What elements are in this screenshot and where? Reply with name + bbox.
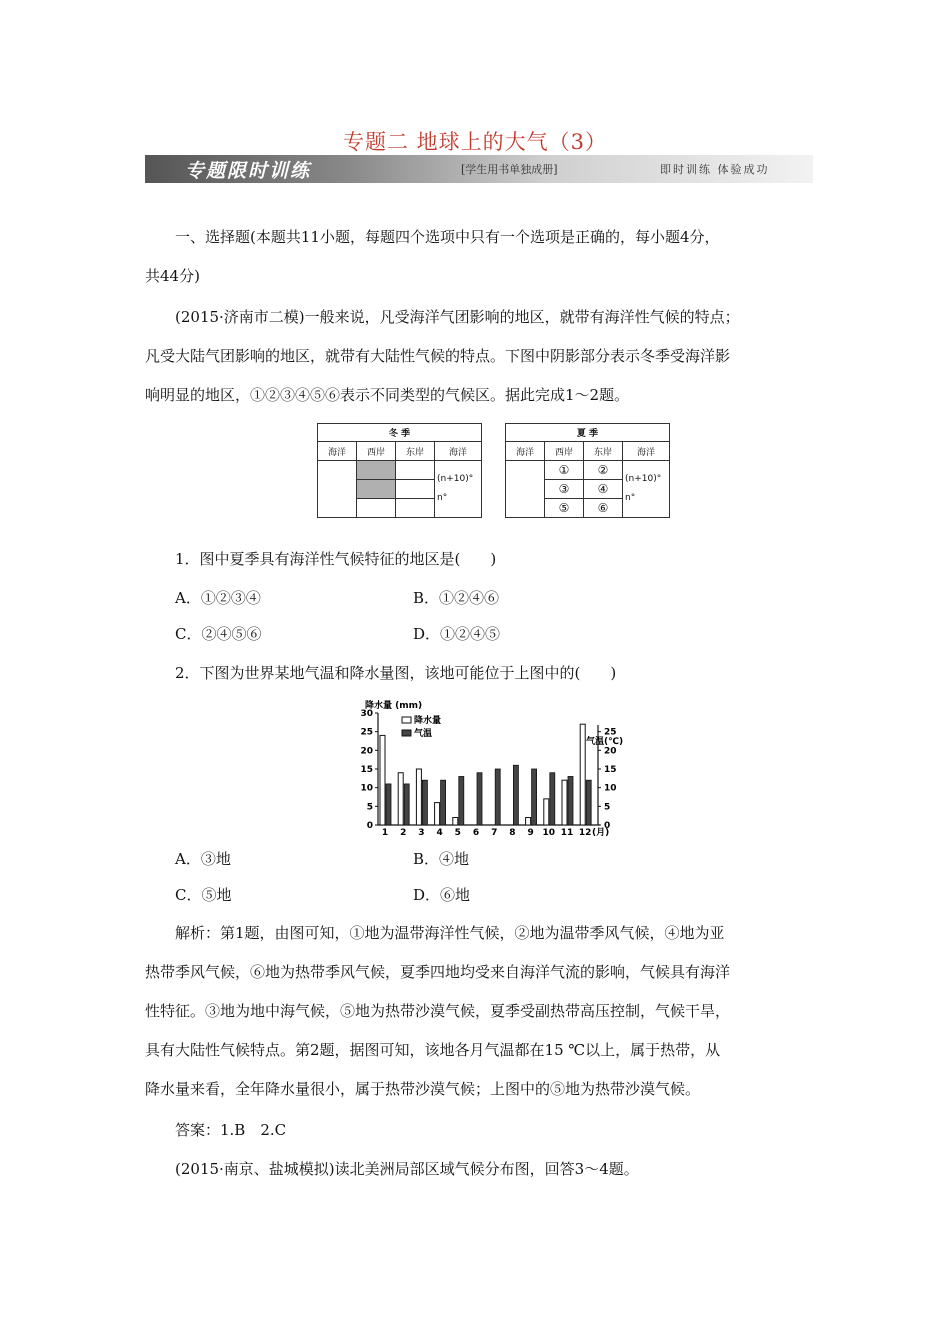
temperature-bar	[568, 776, 573, 825]
question-2-option-a: A．③地	[175, 850, 231, 868]
summer-header-ocean-left: 海洋	[506, 442, 545, 461]
section-heading-line1: 一、选择题(本题共11小题，每题四个选项中只有一个选项是正确的，每小题4分，	[175, 228, 720, 246]
precipitation-bar	[562, 780, 567, 825]
question-2-option-d: D．⑥地	[413, 886, 471, 904]
x-tick-label: 5	[454, 828, 461, 838]
question-2-option-b: B．④地	[413, 850, 470, 868]
temperature-bar	[404, 784, 409, 825]
precipitation-bar	[453, 818, 458, 825]
section-banner	[145, 155, 813, 183]
winter-shaded-cell	[357, 480, 396, 499]
x-tick-label: 2	[400, 828, 407, 838]
right-axis-tick-label: 0	[604, 821, 611, 831]
legend-temp-swatch	[402, 730, 411, 736]
left-axis-tick-label: 15	[360, 765, 373, 775]
right-axis-tick-label: 5	[604, 802, 611, 813]
summer-lat-lower: n°	[625, 493, 636, 503]
climate-chart	[330, 695, 630, 845]
summer-region-4: ④	[584, 480, 623, 499]
right-axis-tick-label: 25	[604, 727, 617, 738]
question-1-option-a: A．①②③④	[175, 589, 261, 607]
winter-east-cell	[396, 499, 435, 518]
right-axis-tick-label: 15	[604, 765, 617, 775]
temperature-bar	[513, 765, 518, 825]
precipitation-bar	[580, 724, 585, 825]
intro-line3: 响明显的地区，①②③④⑤⑥表示不同类型的气候区。据此完成1～2题。	[145, 386, 630, 404]
question-1-option-d: D．①②④⑤	[413, 625, 501, 643]
summer-header-east: 东岸	[584, 442, 623, 461]
winter-climate-table	[317, 423, 482, 518]
analysis-line2: 热带季风气候，⑥地为热带季风气候，夏季四地均受来自海洋气流的影响，气候具有海洋	[145, 963, 731, 981]
summer-region-2: ②	[584, 461, 623, 480]
temperature-bar	[477, 773, 482, 825]
left-axis-tick-label: 20	[360, 746, 373, 757]
right-axis-tick-label: 20	[604, 746, 617, 757]
summer-latitude-labels	[623, 461, 670, 518]
summer-header-west: 西岸	[545, 442, 584, 461]
precipitation-bar	[435, 803, 440, 825]
summer-ocean-left-cell	[506, 461, 545, 518]
winter-header-ocean-right: 海洋	[435, 442, 482, 461]
x-tick-label: 6	[472, 828, 480, 838]
chart-ylabel: 降水量 (mm)	[365, 701, 423, 711]
x-tick-label: 10	[542, 828, 556, 838]
intro-line1: (2015·济南市二模)一般来说，凡受海洋气团影响的地区，就带有海洋性气候的特点；	[175, 308, 740, 326]
intro-line2: 凡受大陆气团影响的地区，就带有大陆性气候的特点。下图中阴影部分表示冬季受海洋影	[145, 347, 731, 365]
legend-temp-label: 气温	[414, 729, 433, 739]
summer-header-ocean-right: 海洋	[623, 442, 670, 461]
temperature-bar	[532, 769, 537, 825]
left-axis-tick-label: 0	[366, 821, 373, 831]
right-axis-tick-label: 10	[604, 783, 617, 794]
precipitation-bar	[398, 773, 403, 825]
summer-region-1: ①	[545, 461, 584, 480]
analysis-line4: 具有大陆性气候特点。第2题，据图可知，该地各月气温都在15 ℃以上，属于热带，从	[145, 1041, 721, 1059]
analysis-line3: 性特征。③地为地中海气候，⑤地为热带沙漠气候，夏季受副热带高压控制，气候干旱，	[145, 1002, 731, 1020]
precipitation-bar	[544, 799, 549, 825]
winter-shaded-cell	[357, 461, 396, 480]
winter-lat-lower: n°	[437, 493, 448, 503]
x-tick-label: 7	[491, 828, 498, 838]
summer-region-6: ⑥	[584, 499, 623, 518]
banner-subtitle: [学生用书单独成册]	[461, 163, 558, 176]
winter-header-west: 西岸	[357, 442, 396, 461]
winter-east-cell	[396, 480, 435, 499]
banner-label: 专题限时训练	[185, 160, 312, 182]
chart-y2label: 气温(℃)	[586, 737, 624, 747]
left-axis-tick-label: 5	[366, 802, 373, 813]
winter-lat-upper: (n+10)°	[437, 474, 474, 484]
analysis-line5: 降水量来看，全年降水量很小，属于热带沙漠气候；上图中的⑤地为热带沙漠气候。	[145, 1080, 701, 1098]
question-2-stem: 2．下图为世界某地气温和降水量图，该地可能位于上图中的( )	[175, 664, 617, 682]
summer-lat-upper: (n+10)°	[625, 474, 662, 484]
left-axis-tick-label: 10	[360, 783, 373, 794]
temperature-bar	[441, 780, 446, 825]
next-question-intro: (2015·南京、盐城模拟)读北美洲局部区域气候分布图，回答3～4题。	[175, 1160, 639, 1178]
winter-ocean-left-cell	[318, 461, 357, 518]
banner-slogan: 即时训练 体验成功	[660, 163, 770, 176]
question-1-option-c: C．②④⑤⑥	[175, 625, 262, 643]
left-axis-tick-label: 30	[360, 709, 373, 719]
section-heading-line2: 共44分)	[145, 267, 200, 285]
x-tick-label: 1	[381, 828, 389, 838]
chart-x-unit: (月)	[592, 828, 610, 838]
answer-line: 答案：1.B 2.C	[175, 1121, 287, 1139]
temperature-bar	[422, 780, 427, 825]
question-1-option-b: B．①②④⑥	[413, 589, 500, 607]
question-2-option-c: C．⑤地	[175, 886, 232, 904]
temperature-bar	[459, 776, 464, 825]
x-tick-label: 12	[578, 828, 592, 838]
precipitation-bar	[526, 818, 531, 825]
precipitation-bar	[416, 769, 421, 825]
temperature-bar	[586, 780, 591, 825]
legend-precip-swatch	[402, 717, 411, 723]
x-tick-label: 4	[436, 828, 443, 838]
winter-title: 冬 季	[318, 424, 482, 442]
question-1-stem: 1．图中夏季具有海洋性气候特征的地区是( )	[175, 550, 497, 568]
winter-east-cell	[396, 461, 435, 480]
x-tick-label: 11	[560, 828, 574, 838]
summer-region-5: ⑤	[545, 499, 584, 518]
x-tick-label: 8	[509, 828, 516, 838]
legend-precip-label: 降水量	[414, 716, 442, 726]
summer-title: 夏 季	[506, 424, 670, 442]
temperature-bar	[386, 784, 391, 825]
analysis-line1: 解析：第1题，由图可知，①地为温带海洋性气候，②地为温带季风气候，④地为亚	[175, 924, 725, 942]
temperature-bar	[495, 769, 500, 825]
winter-latitude-labels	[435, 461, 482, 518]
summer-climate-table	[505, 423, 670, 518]
page-title: 专题二 地球上的大气（3）	[342, 130, 608, 154]
winter-header-ocean-left: 海洋	[318, 442, 357, 461]
precipitation-bar	[380, 735, 385, 825]
temperature-bar	[550, 773, 555, 825]
left-axis-tick-label: 25	[360, 727, 373, 738]
winter-west-cell	[357, 499, 396, 518]
summer-region-3: ③	[545, 480, 584, 499]
x-tick-label: 3	[418, 828, 425, 838]
x-tick-label: 9	[527, 828, 534, 838]
winter-header-east: 东岸	[396, 442, 435, 461]
